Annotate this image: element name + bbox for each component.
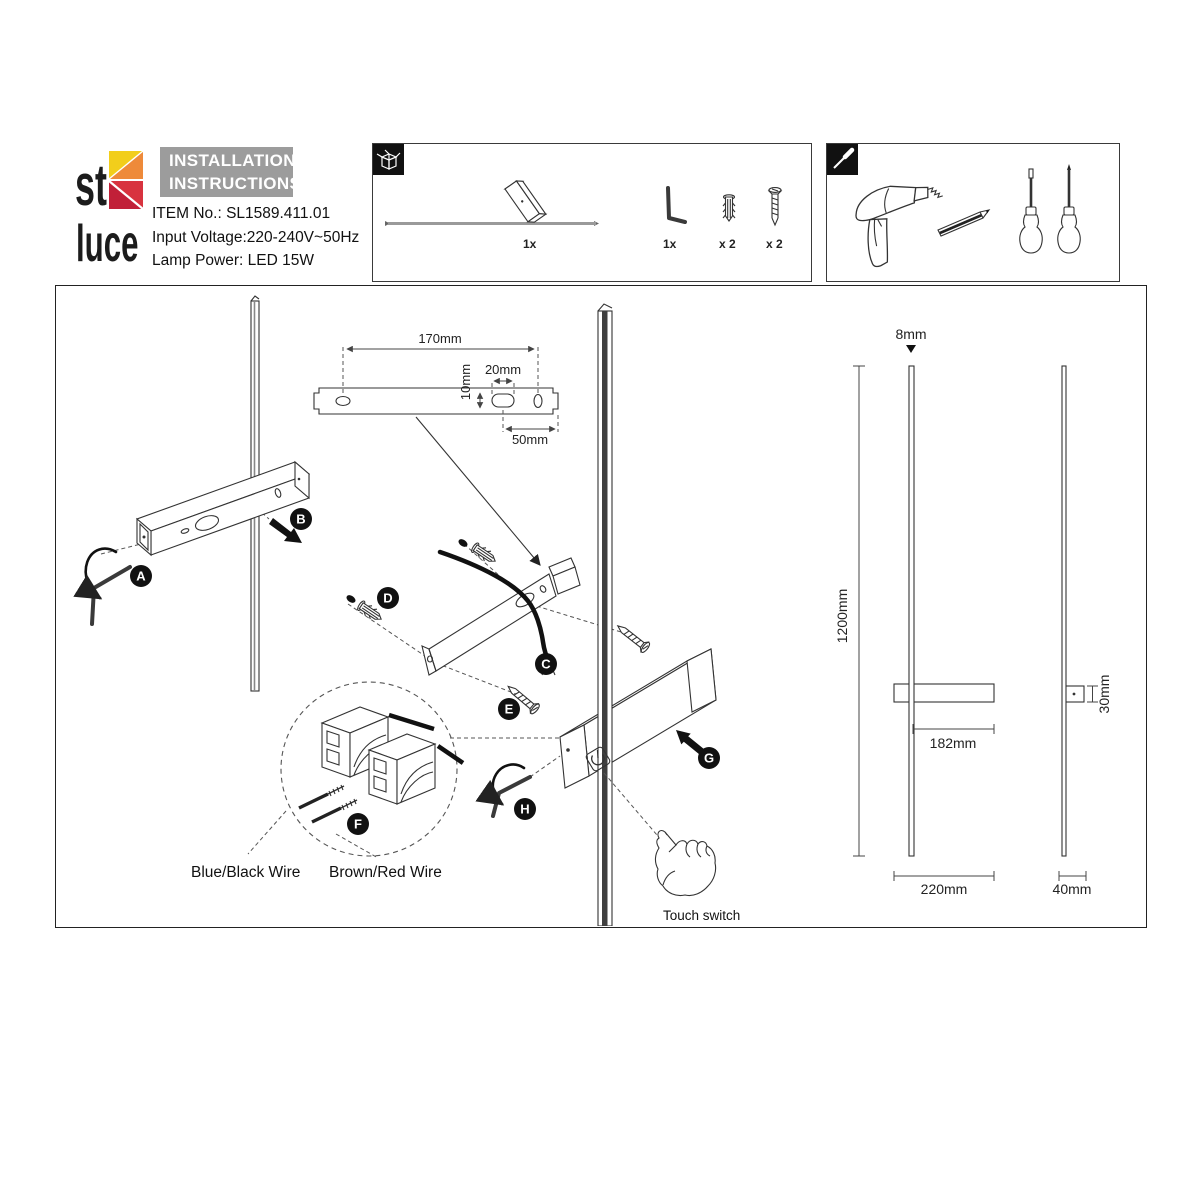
body-depth-label: 40mm — [1052, 881, 1092, 897]
right-lamp-body — [560, 649, 716, 788]
step-label-h — [514, 798, 536, 820]
bracket-slot-dim: 20mm — [484, 362, 522, 377]
step-letter-f: F — [354, 816, 362, 832]
flathead-screwdriver-icon — [1020, 169, 1043, 253]
brown-red-wire-label: Brown/Red Wire — [329, 864, 442, 881]
step-letter-d: D — [383, 590, 393, 606]
step-label-g — [698, 747, 720, 769]
step-letter-b: B — [296, 511, 306, 527]
lamp-power: Lamp Power: LED 15W — [152, 252, 314, 269]
tools-box — [826, 143, 1120, 282]
assembly-axis-h — [530, 756, 560, 777]
main-diagram-box — [55, 285, 1147, 928]
height-dimension — [834, 366, 865, 856]
allen-key-a — [86, 549, 130, 624]
brand-logo — [70, 142, 150, 270]
body-length-label: 220mm — [920, 881, 968, 897]
rod-diameter-label: 8mm — [895, 326, 927, 342]
tool-icon — [827, 144, 858, 175]
step-label-e — [498, 698, 520, 720]
pencil-icon — [938, 210, 989, 236]
phillips-screwdriver-icon — [1058, 164, 1081, 253]
logo-mark — [109, 151, 143, 209]
package-contents-box — [372, 143, 812, 282]
height-dim-label: 1200mm — [834, 588, 850, 644]
blue-black-wire-label: Blue/Black Wire — [191, 864, 301, 881]
leader-blue-black — [248, 811, 286, 854]
step-letter-h: H — [520, 801, 530, 817]
step-letter-c: C — [541, 656, 551, 672]
screw-item — [769, 188, 781, 225]
bracket-offset-dim: 50mm — [511, 432, 549, 447]
step-letter-g: G — [703, 750, 715, 766]
lamp-qty: 1x — [523, 237, 537, 251]
side-view — [1053, 366, 1112, 897]
bracket-length-dim: 170mm — [418, 331, 462, 346]
wiring-detail-circle — [281, 682, 463, 856]
connector-wire-stub-2 — [438, 746, 463, 763]
bracket-2d-drawing — [314, 331, 558, 565]
dimension-views — [834, 326, 1112, 897]
wall-anchor-item — [723, 195, 735, 221]
item-info — [152, 202, 359, 273]
left-lamp-body — [137, 462, 309, 555]
title-line1: INSTALLATION — [169, 151, 296, 170]
item-number: ITEM No.: SL1589.411.01 — [152, 205, 331, 222]
step-letter-a: A — [136, 568, 146, 584]
package-icon — [373, 144, 404, 175]
tools-drawing — [827, 144, 1119, 281]
connector-wire-stub-1 — [389, 715, 434, 729]
step-letter-e: E — [504, 701, 514, 717]
pointing-hand — [655, 831, 715, 896]
logo-text-st: st — [75, 153, 107, 219]
screw-qty: x 2 — [766, 237, 783, 251]
step-label-c — [535, 653, 557, 675]
front-view — [894, 326, 994, 897]
step-label-a — [130, 565, 152, 587]
touch-switch-label: Touch switch — [663, 908, 741, 923]
step-label-d — [377, 587, 399, 609]
body-offset-label: 182mm — [929, 735, 977, 751]
hex-key-qty: 1x — [663, 237, 677, 251]
hex-key-item — [668, 188, 685, 222]
step-label-f — [347, 813, 369, 835]
anchor-qty: x 2 — [719, 237, 736, 251]
arrow-g — [676, 730, 704, 755]
bracket-height-dim: 10mm — [458, 363, 473, 401]
stripped-wire-1 — [299, 785, 344, 808]
bracket-3d — [422, 558, 580, 675]
main-diagram — [56, 286, 1145, 926]
title-box — [160, 147, 302, 197]
lamp-tube — [598, 304, 612, 926]
title-line2: INSTRUCTIONS — [169, 174, 302, 193]
package-contents-drawing — [373, 144, 811, 281]
body-height-label: 30mm — [1096, 674, 1112, 714]
leader-brown-red — [336, 834, 378, 858]
input-voltage: Input Voltage:220-240V~50Hz — [152, 228, 360, 246]
lamp-item — [385, 178, 599, 226]
drill-icon — [853, 181, 949, 268]
screw-right — [614, 621, 651, 653]
step-label-b — [290, 508, 312, 530]
logo-text-luce: luce — [76, 214, 139, 270]
